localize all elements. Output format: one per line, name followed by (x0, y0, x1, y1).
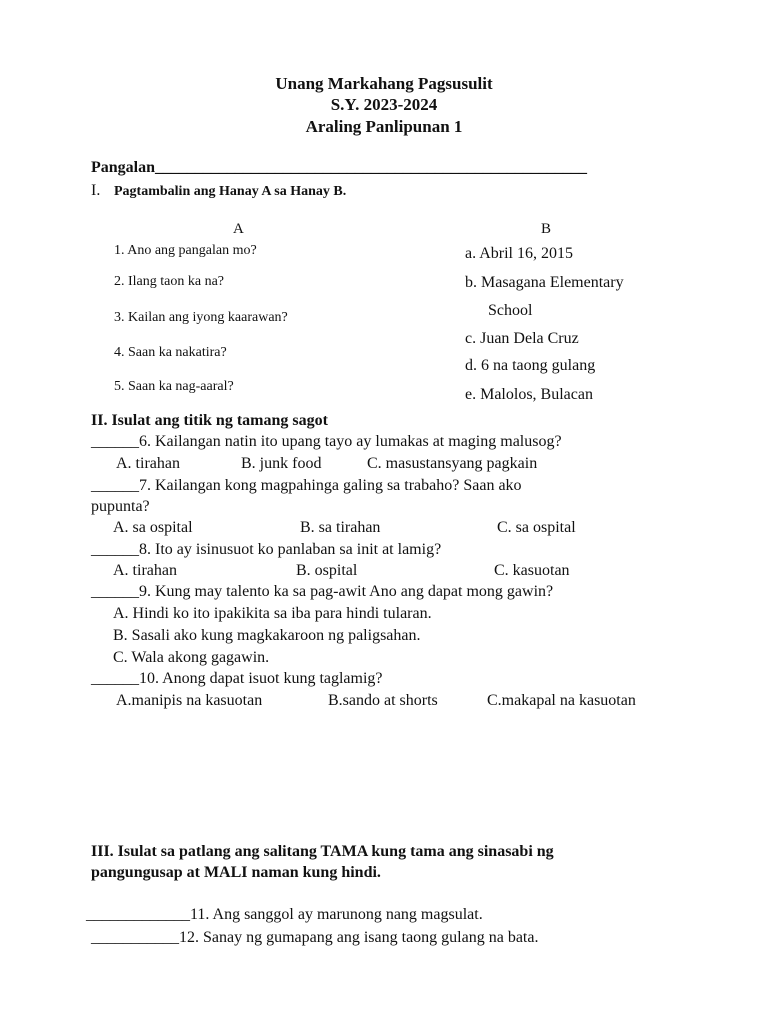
subject-title: Araling Panlipunan 1 (305, 117, 463, 136)
q6-choice-c: C. masustansyang pagkain (367, 455, 538, 472)
school-year: S.Y. 2023-2024 (330, 95, 438, 114)
part3-heading-cont: pangungusap at MALI naman kung hindi. (91, 864, 381, 881)
question-12: ___________12. Sanay ng gumapang ang isang taong gulang na bata. (91, 929, 539, 946)
q9-choice-b: B. Sasali ako kung magkakaroon ng paligsahan. (113, 627, 421, 644)
question-10: ______10. Anong dapat isuot kung taglamig? (91, 670, 383, 687)
part3-heading: III. Isulat sa patlang ang salitang TAMA kung tama ang sinasabi ng (91, 843, 554, 860)
question-7: ______7. Kailangan kong magpahinga galing sa trabaho? Saan ako (91, 477, 522, 494)
part1-numeral: I. (91, 182, 101, 199)
q10-choice-a: A.manipis na kasuotan (116, 692, 263, 709)
column-a-label: A (233, 221, 244, 237)
question-7-cont: pupunta? (91, 498, 150, 515)
column-a-item: 4. Saan ka nakatira? (114, 345, 227, 360)
q8-choice-a: A. tirahan (113, 562, 177, 579)
column-a-item: 3. Kailan ang iyong kaarawan? (114, 310, 288, 325)
q7-choice-c: C. sa ospital (497, 519, 576, 536)
column-a-item: 1. Ano ang pangalan mo? (114, 243, 257, 258)
q10-choice-b: B.sando at shorts (328, 692, 438, 709)
column-b-item: d. 6 na taong gulang (465, 357, 596, 374)
column-b-item: c. Juan Dela Cruz (465, 330, 579, 347)
column-a-item: 5. Saan ka nag-aaral? (114, 379, 234, 394)
q6-choice-b: B. junk food (241, 455, 322, 472)
column-a-item: 2. Ilang taon ka na? (114, 274, 225, 289)
exam-title: Unang Markahang Pagsusulit (275, 74, 493, 93)
q7-choice-b: B. sa tirahan (300, 519, 381, 536)
q8-choice-c: C. kasuotan (494, 562, 570, 579)
column-b-label: B (541, 221, 552, 237)
q6-choice-a: A. tirahan (116, 455, 180, 472)
column-b-item: e. Malolos, Bulacan (465, 386, 593, 403)
question-9: ______9. Kung may talento ka sa pag-awit Ano ang dapat mong gawin? (91, 583, 554, 600)
question-6: ______6. Kailangan natin ito upang tayo ay lumakas at maging malusog? (91, 433, 562, 450)
column-b-item: b. Masagana Elementary (465, 274, 624, 291)
question-8: ______8. Ito ay isinusuot ko panlaban sa init at lamig? (91, 541, 442, 558)
q8-choice-b: B. ospital (296, 562, 358, 579)
q10-choice-c: C.makapal na kasuotan (487, 692, 636, 709)
part2-heading: II. Isulat ang titik ng tamang sagot (91, 412, 328, 429)
column-b-item: a. Abril 16, 2015 (465, 245, 573, 262)
name-field-line: Pangalan______________________________________________________ (91, 159, 588, 176)
q7-choice-a: A. sa ospital (113, 519, 193, 536)
question-11: _____________11. Ang sanggol ay marunong nang magsulat. (86, 906, 483, 923)
q9-choice-a: A. Hindi ko ito ipakikita sa iba para hindi tularan. (113, 605, 432, 622)
column-b-item-cont: School (488, 302, 533, 319)
part1-instruction: Pagtambalin ang Hanay A sa Hanay B. (114, 184, 347, 199)
q9-choice-c: C. Wala akong gagawin. (113, 649, 270, 666)
